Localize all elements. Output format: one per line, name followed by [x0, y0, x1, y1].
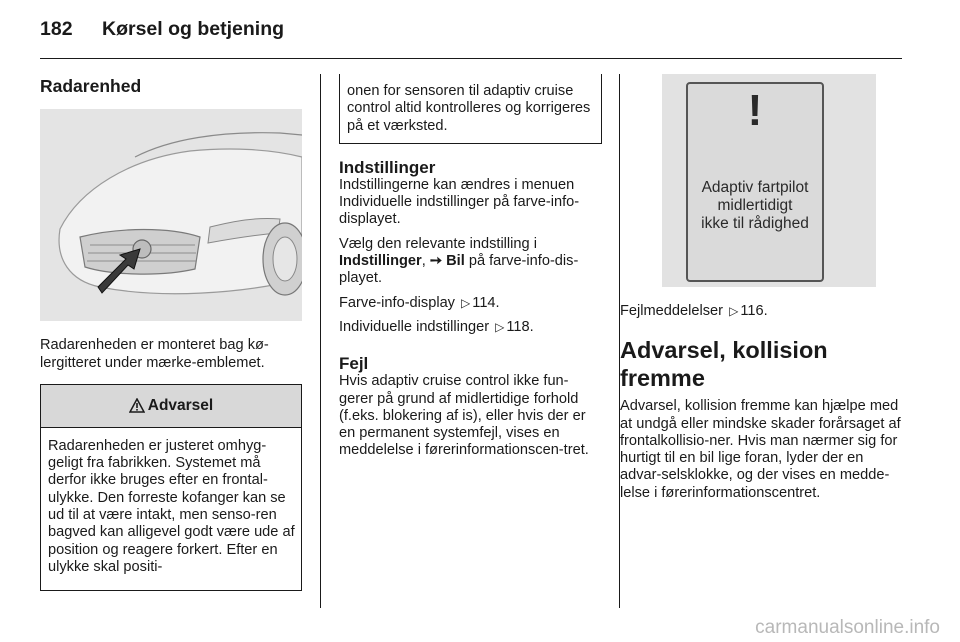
fault-paragraph: Hvis adaptiv cruise control ikke fun-gerer på grund af midlertidige forhold (f.eks. blokering af is), eller hvis der er en permanent systemfejl, vises en meddelelse i førerinformationscen-tret.	[339, 373, 589, 459]
reference-link-display[interactable]	[339, 295, 602, 312]
menu-item-bil: Bil	[446, 253, 465, 270]
driver-info-display-illustration	[662, 74, 876, 287]
figure-caption: Radarenheden er monteret bag kø-lergitteret under mærke-emblemet.	[40, 337, 269, 371]
reference-text: Farve-info-display	[339, 294, 455, 311]
settings-instruction-end: på farve-info-dis-playet.	[339, 253, 579, 287]
display-message-line: ikke til rådighed	[701, 215, 809, 232]
column-divider	[320, 74, 321, 608]
car-front-icon	[40, 109, 302, 321]
display-screen	[686, 82, 824, 282]
reference-arrow-icon: ▷	[729, 304, 739, 318]
fault-heading: Fejl	[339, 354, 369, 374]
display-message-line: Adaptiv fartpilot	[701, 179, 809, 196]
exclamation-icon: !	[747, 86, 763, 135]
settings-instruction: Vælg den relevante indstilling i Indstillinger, ➙ Bil på farve-info-dis-playet.	[339, 235, 579, 287]
reference-arrow-icon: ▷	[495, 319, 505, 334]
car-radar-illustration	[40, 109, 302, 321]
column-3	[620, 74, 902, 502]
page-number: 182	[40, 18, 73, 40]
reference-text: Fejlmeddelelser	[620, 303, 724, 319]
collision-warning-heading: Advarsel, kollision fremme	[620, 337, 828, 392]
header-rule	[40, 58, 902, 59]
reference-page: 116.	[740, 303, 768, 319]
warning-box	[40, 384, 302, 591]
display-message	[688, 179, 822, 233]
reference-page: 114.	[472, 294, 500, 311]
settings-instruction-text: Vælg den relevante indstilling i	[339, 235, 537, 252]
settings-paragraph: Indstillingerne kan ændres i menuen Individuelle indstillinger på farve-info-displayet.	[339, 176, 580, 228]
menu-arrow-icon: ➙	[429, 253, 443, 270]
warning-triangle-icon	[129, 398, 145, 413]
warning-title: Advarsel	[147, 397, 214, 415]
chapter-title: Kørsel og betjening	[102, 18, 285, 40]
warning-header	[41, 385, 301, 428]
display-message-line: midlertidigt	[717, 197, 793, 214]
warning-body: Radarenheden er justeret omhyg-geligt fra fabrikken. Systemet må derfor ikke bruges efter en frontal-ulykke. Den forreste kofanger kan se ud til at være intakt, men senso-ren bagved kan alligevel godt være ude af position og reagere forkert. Efter en ulykke skal positi-	[48, 437, 295, 575]
reference-page: 118.	[506, 318, 534, 335]
column-1	[40, 74, 302, 591]
warning-box-continued: onen for sensoren til adaptiv cruise control altid kontrolleres og korrigeres på et værksted.	[339, 74, 602, 144]
column-2	[339, 74, 602, 460]
watermark: carmanualsonline.info	[755, 617, 940, 638]
reference-link-settings[interactable]	[339, 319, 602, 336]
reference-link-fault-messages[interactable]	[620, 303, 902, 320]
page-header	[40, 18, 284, 41]
menu-item-indstillinger: Indstillinger	[339, 253, 422, 270]
reference-text: Individuelle indstillinger	[339, 318, 490, 335]
section-heading-radar: Radarenhed	[40, 76, 142, 96]
reference-arrow-icon: ▷	[461, 295, 471, 310]
collision-warning-paragraph: Advarsel, kollision fremme kan hjælpe med at undgå eller mindske skader forårsaget af frontalkollisio-ner. Hvis man nærmer sig for hurtigt til en bil lige foran, lyder der en advar-selsklokke, og der vises en medde-lelse i førerinformationscentret.	[620, 398, 901, 501]
settings-heading: Indstillinger	[339, 157, 436, 177]
